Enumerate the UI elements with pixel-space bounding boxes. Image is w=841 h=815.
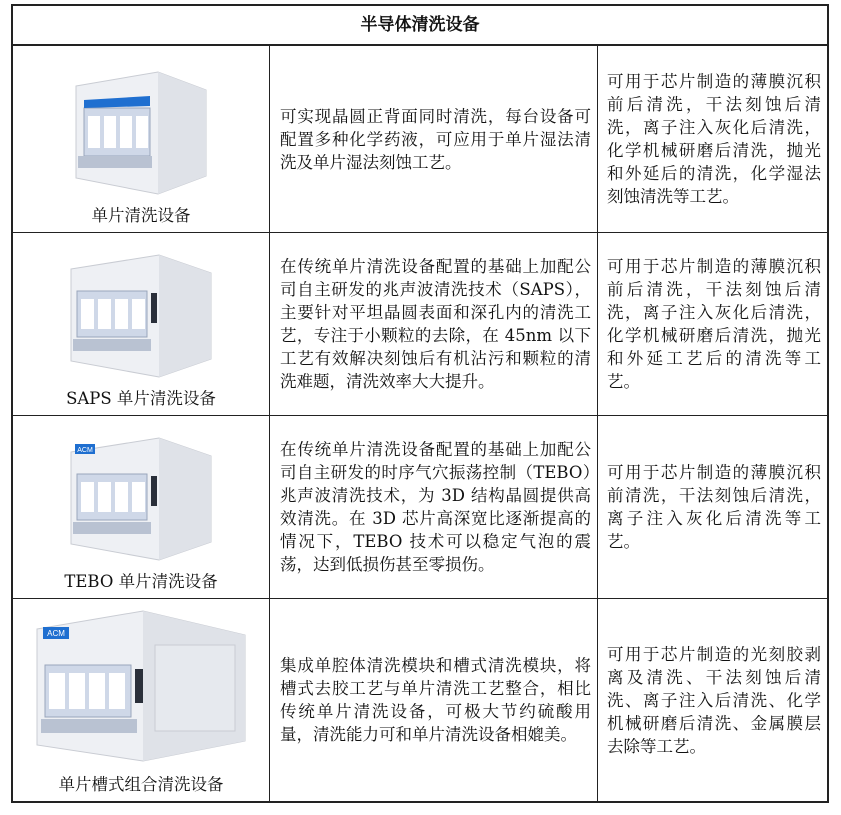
- equipment-name: SAPS 单片清洗设备: [66, 389, 216, 408]
- equipment-image-cell: [13, 416, 270, 598]
- equipment-applications: 可用于芯片制造的光刻胶剥离及清洗、干法刻蚀后清洗、离子注入后清洗、化学机械研磨后清洗、金属膜层去除等工艺。: [607, 644, 821, 756]
- table-row: [13, 416, 827, 599]
- equipment-applications: 可用于芯片制造的薄膜沉积前后清洗，干法刻蚀后清洗，离子注入灰化后清洗，化学机械研磨后清洗，抛光和外延后的清洗，化学湿法刻蚀清洗等工艺。: [607, 72, 821, 206]
- brand-logo: ACM: [77, 447, 93, 454]
- description-cell: [269, 416, 598, 598]
- equipment-description: 集成单腔体清洗模块和槽式清洗模块，将槽式去胶工艺与单片清洗工艺整合，相比传统单片清洗设备，可极大节约硫酸用量，清洗能力可和单片清洗设备相媲美。: [280, 656, 591, 744]
- equipment-applications: 可用于芯片制造的薄膜沉积前清洗，干法刻蚀后清洗，离子注入灰化后清洗等工艺。: [607, 463, 821, 551]
- applications-cell: [597, 46, 827, 232]
- table-row: [13, 46, 827, 233]
- equipment-image-cell: [13, 233, 270, 415]
- applications-cell: [597, 416, 827, 598]
- equipment-table: [11, 4, 829, 803]
- equipment-name: 单片槽式组合清洗设备: [58, 775, 224, 794]
- cleaning-machine-image: [66, 56, 216, 196]
- description-cell: [269, 233, 598, 415]
- table-title: 半导体清洗设备: [13, 6, 827, 46]
- table-row: [13, 233, 827, 416]
- brand-logo: ACM: [47, 629, 65, 638]
- equipment-description: 在传统单片清洗设备配置的基础上加配公司自主研发的兆声波清洗技术（SAPS），主要针对平坦晶圆表面和深孔内的清洗工艺，专注于小颗粒的去除，在 45nm 以下工艺有效解决刻蚀后有机沾污和颗粒的清洗难题，清洗效率大大提升。: [280, 257, 591, 391]
- equipment-image-cell: [13, 599, 270, 801]
- applications-cell: [597, 599, 827, 801]
- cleaning-machine-image: [63, 241, 219, 379]
- table-row: [13, 599, 827, 801]
- cleaning-machine-image: [31, 605, 251, 765]
- equipment-name: TEBO 单片清洗设备: [64, 572, 218, 591]
- cleaning-machine-image: [63, 426, 219, 562]
- equipment-description: 在传统单片清洗设备配置的基础上加配公司自主研发的时序气穴振荡控制（TEBO）兆声波清洗技术，为 3D 结构晶圆提供高效清洗。在 3D 芯片高深宽比逐渐提高的情况下，TEBO 技术可以稳定气泡的震荡，达到低损伤甚至零损伤。: [280, 440, 591, 574]
- equipment-name: 单片清洗设备: [91, 206, 191, 225]
- equipment-applications: 可用于芯片制造的薄膜沉积前后清洗，干法刻蚀后清洗，离子注入灰化后清洗，化学机械研磨后清洗，抛光和外延工艺后的清洗等工艺。: [607, 257, 821, 391]
- applications-cell: [597, 233, 827, 415]
- equipment-image-cell: [13, 46, 270, 232]
- equipment-description: 可实现晶圆正背面同时清洗，每台设备可配置多种化学药液，可应用于单片湿法清洗及单片湿法刻蚀工艺。: [280, 106, 591, 172]
- description-cell: [269, 599, 598, 801]
- description-cell: [269, 46, 598, 232]
